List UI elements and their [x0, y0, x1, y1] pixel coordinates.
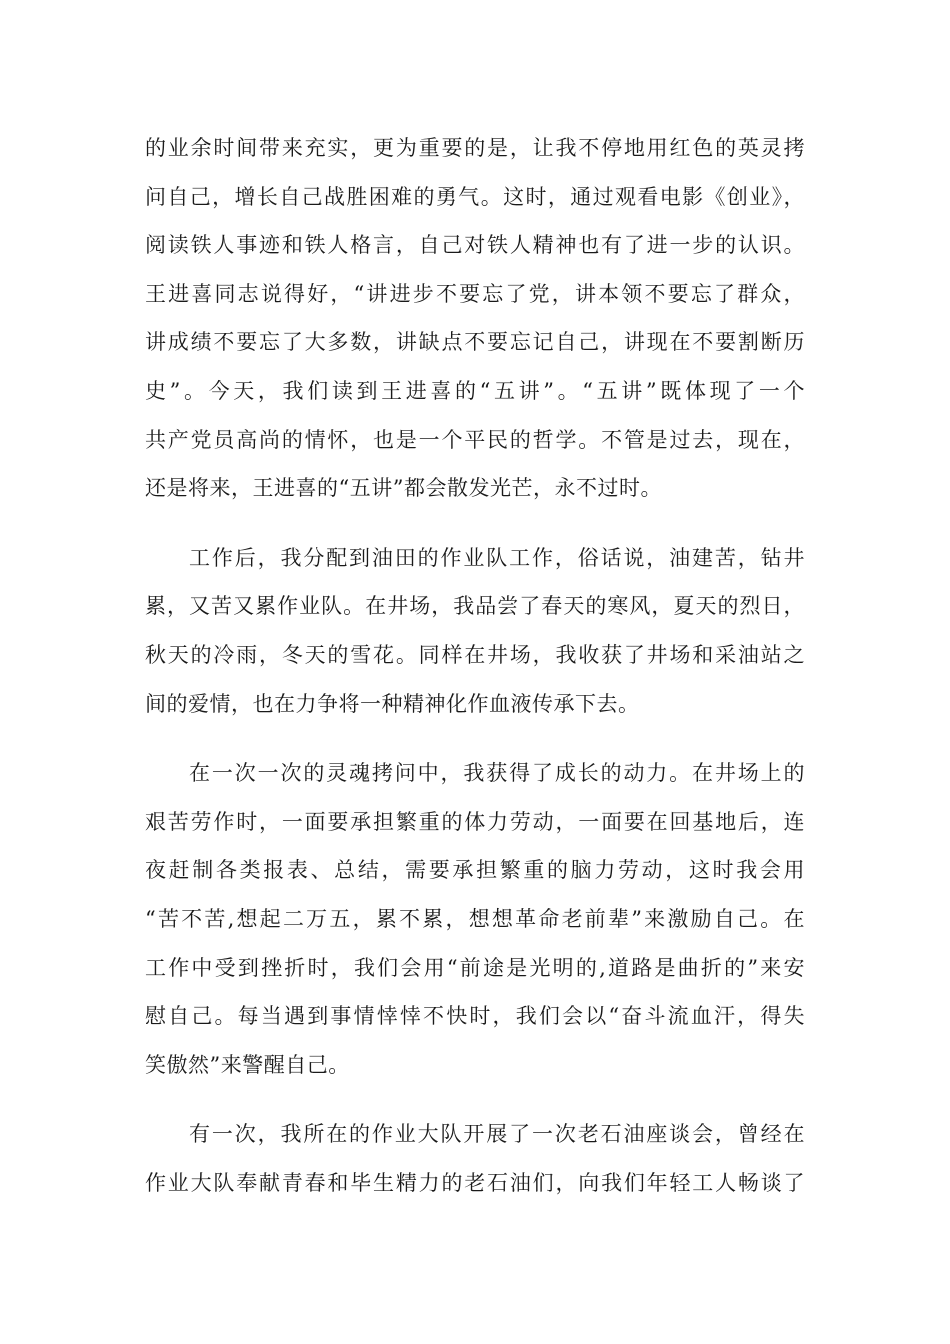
text-line: 夜赶制各类报表、总结，需要承担繁重的脑力劳动，这时我会用 [145, 858, 805, 883]
text-line: 艰苦劳作时，一面要承担繁重的体力劳动，一面要在回基地后，连 [145, 809, 805, 834]
text-line: 间的爱情，也在力争将一种精神化作血液传承下去。 [145, 691, 640, 716]
paragraph-2 [145, 534, 805, 728]
text-line: 在一次一次的灵魂拷问中，我获得了成长的动力。在井场上的 [189, 761, 805, 786]
paragraph-4 [145, 1110, 805, 1207]
text-line: 秋天的冷雨，冬天的雪花。同样在井场，我收获了井场和采油站之 [145, 642, 805, 667]
paragraph-1 [145, 124, 805, 513]
text-line: 还是将来，王进喜的“五讲”都会散发光芒，永不过时。 [145, 476, 662, 501]
text-line: 阅读铁人事迹和铁人格言，自己对铁人精神也有了进一步的认识。 [145, 233, 805, 258]
text-line: 王进喜同志说得好，“讲进步不要忘了党，讲本领不要忘了群众， [145, 281, 805, 306]
text-line: 有一次，我所在的作业大队开展了一次老石油座谈会，曾经在 [189, 1122, 805, 1147]
text-line: 累，又苦又累作业队。在井场，我品尝了春天的寒风，夏天的烈日， [145, 594, 805, 619]
text-line: 的业余时间带来充实，更为重要的是，让我不停地用红色的英灵拷 [145, 136, 805, 160]
body-text [145, 124, 805, 1207]
text-line: 讲成绩不要忘了大多数，讲缺点不要忘记自己，讲现在不要割断历 [145, 330, 805, 355]
paragraph-3 [145, 749, 805, 1089]
text-line: 工作中受到挫折时，我们会用“前途是光明的,道路是曲折的”来安 [145, 955, 805, 980]
text-line: 共产党员高尚的情怀，也是一个平民的哲学。不管是过去，现在， [145, 427, 805, 452]
text-line: 笑傲然”来警醒自己。 [145, 1052, 350, 1077]
text-line: 史”。今天，我们读到王进喜的“五讲”。“五讲”既体现了一个 [145, 378, 805, 403]
text-line: 工作后，我分配到油田的作业队工作，俗话说，油建苦，钻井 [189, 545, 805, 570]
text-line: 问自己，增长自己战胜困难的勇气。这时，通过观看电影《创业》， [145, 184, 805, 209]
text-line: 作业大队奉献青春和毕生精力的老石油们，向我们年轻工人畅谈了 [145, 1170, 805, 1195]
text-line: “苦不苦,想起二万五，累不累，想想革命老前辈”来激励自己。在 [145, 906, 805, 931]
text-line: 慰自己。每当遇到事情悻悻不快时，我们会以“奋斗流血汗，得失 [145, 1004, 805, 1029]
